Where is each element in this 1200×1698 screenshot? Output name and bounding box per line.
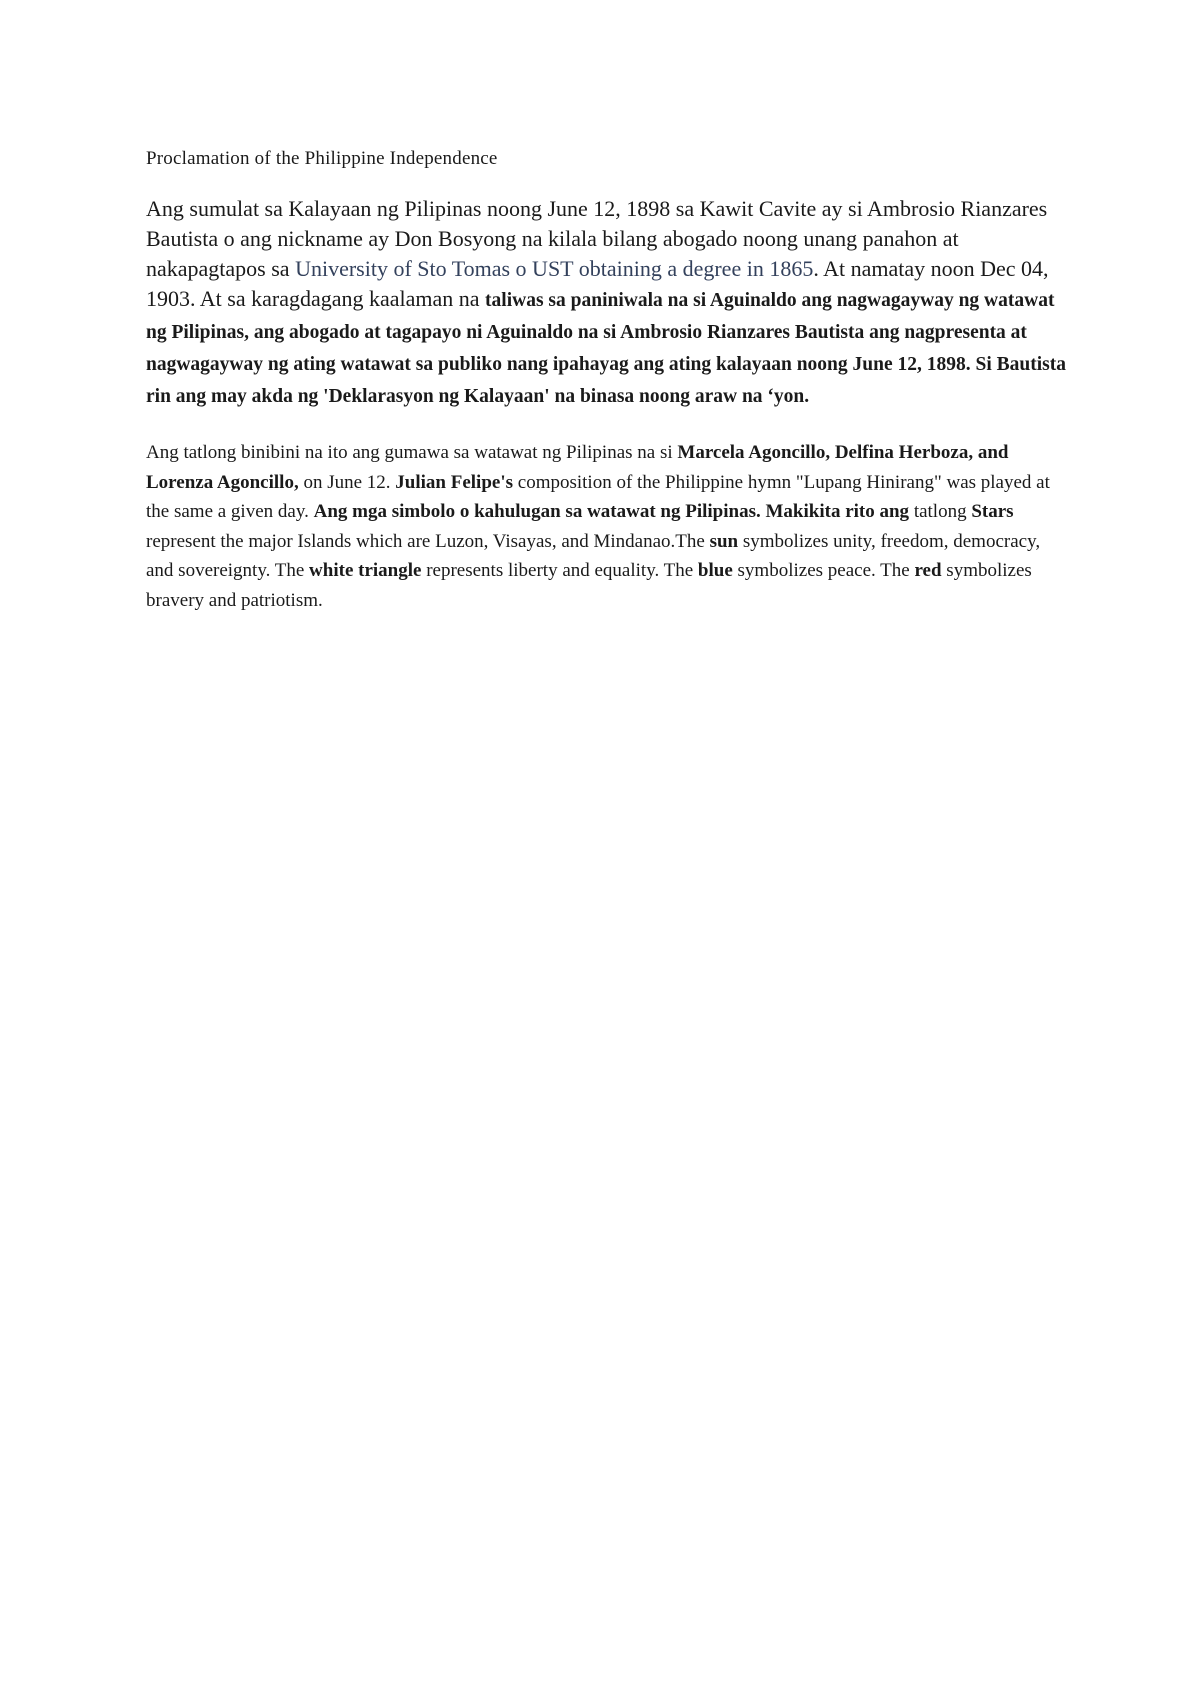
sun-bold: sun (709, 530, 739, 552)
blue-bold: blue (697, 560, 733, 581)
symbols-heading-bold: Ang mga simbolo o kahulugan sa watawat ng Pilipinas. Makikita rito ang (313, 501, 910, 522)
flag-makers-bold: Marcela Agoncillo, Delfina Herboza, and Lorenza Agoncillo, (146, 442, 1009, 493)
paragraph-author-ust-text: University of Sto Tomas o UST obtaining a degree in 1865 (295, 256, 814, 281)
flag-text-3: composition of the Philippine hymn "Lupang Hinirang" was played at the same a given day. (146, 471, 1050, 522)
flag-text-4: tatlong (909, 501, 972, 522)
flag-text-6: symbolizes unity, freedom, democracy, and sovereignty. The (146, 530, 1041, 581)
paragraph-author (146, 194, 1066, 412)
document-title: Proclamation of the Philippine Independence (146, 148, 498, 169)
flag-text-7: represents liberty and equality. The (421, 560, 698, 581)
stars-bold: Stars (971, 501, 1014, 522)
flag-text-2: on June 12. (298, 471, 396, 493)
paragraph-author-bold-text: taliwas sa paniniwala na si Aguinaldo ang nagwagayway ng watawat ng Pilipinas, ang abogado at tagapayo ni Aguinaldo na si Ambrosio Rianzares Bautista ang nagpresenta at nagwagayway ng ating watawat sa publiko nang ipahayag ang ating kalayaan noong June 12, 1898. Si Bautista rin ang may akda ng 'Deklarasyon ng Kalayaan' na binasa noong araw na ‘yon. (146, 290, 1066, 407)
flag-text-9: symbolizes bravery and patriotism. (146, 560, 1032, 611)
paragraph-author-text: Ang sumulat sa Kalayaan ng Pilipinas noong June 12, 1898 sa Kawit Cavite ay si Ambrosio Rianzares Bautista o ang nickname ay Don Bosyong na kilala bilang abogado noong unang panahon at nakapagtapos sa (146, 196, 1048, 281)
white-triangle-bold: white triangle (309, 560, 422, 581)
paragraph-flag (146, 438, 1066, 615)
red-bold: red (914, 560, 942, 581)
flag-text-5: represent the major Islands which are Luzon, Visayas, and Mindanao.The (146, 530, 710, 552)
flag-text-1: Ang tatlong binibini na ito ang gumawa sa watawat ng Pilipinas na si (146, 442, 678, 463)
document-body (146, 146, 1066, 615)
composer-bold: Julian Felipe's (395, 471, 514, 493)
flag-text-8: symbolizes peace. The (732, 560, 915, 581)
paragraph-author-text-continued: . At namatay noon Dec 04, 1903. At sa karagdagang kaalaman na (146, 256, 1049, 311)
